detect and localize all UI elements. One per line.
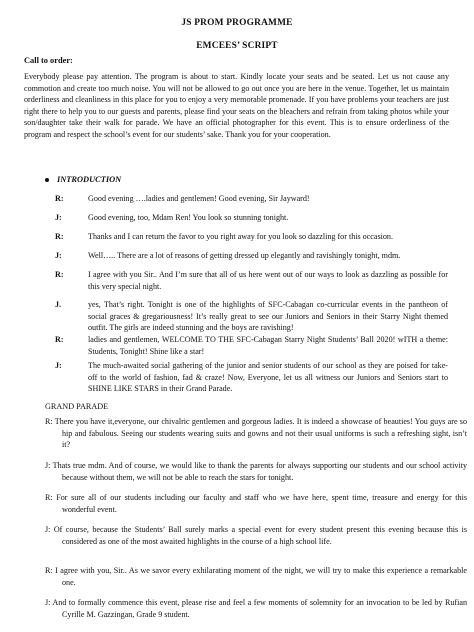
dialogue-text: Thanks and I can return the favor to you right away for you look so dazzling for this occasion. bbox=[88, 232, 394, 241]
introduction-heading-label: INTRODUCTION bbox=[57, 175, 122, 184]
dialogue-text: Well….. There are a lot of reasons of getting dressed up elegantly and ravishingly tonight, mdm. bbox=[88, 251, 401, 260]
document-title: JS PROM PROGRAMME bbox=[181, 18, 293, 28]
grand-parade-heading: GRAND PARADE bbox=[45, 402, 109, 411]
dialogue-text: ladies and gentlemen, WELCOME TO THE SFC-Cabagan Starry Night Students’ Ball 2020! wITH a theme: Students, Tonight! Shine like a star! bbox=[88, 335, 448, 356]
introduction-heading bbox=[45, 175, 121, 184]
speaker-label: R: bbox=[55, 335, 64, 344]
dialogue-line bbox=[0, 212, 474, 224]
dialogue-line bbox=[0, 250, 474, 262]
call-to-order-paragraph: Everybody please pay attention. The program is about to start. Kindly locate your seats and be seated. Let us not cause any commotion and create too much noise. You will not be allowed to go out once you are here in the venue. Together, let us maintain orderliness and cleanliness in this place for you to enjoy a very memorable promenade. If you have problems your teachers are just right there to help you to our guests and parents, please find your seats on the bleachers and refrain from taking photos while your son/daughter take their walk for parade. We have an official photographer for this event. This is to ensure orderliness of the program and respect the school’s event for our students’ sake. Thank you for your cooperation. bbox=[24, 72, 449, 139]
grand-parade-line: J: And to formally commence this event, please rise and feel a few moments of solemnity for an invocation to be led by Rufian Cyrille M. Gazzingan, Grade 9 student. bbox=[45, 598, 467, 619]
call-to-order-heading: Call to order: bbox=[24, 56, 73, 65]
dialogue-text: The much-awaited social gathering of the junior and senior students of our school as they are poised for take-off to the world of fashion, fad & craze! Now, Everyone, let us all witness our Juniors and Seniors start to SHINE LIKE STARS in their Grand Parade. bbox=[88, 361, 448, 394]
dialogue-line bbox=[0, 299, 474, 335]
dialogue-text: Good evening, too, Mdam Ren! You look so stunning tonight. bbox=[88, 213, 289, 222]
speaker-label: J: bbox=[55, 251, 62, 260]
dialogue-line bbox=[0, 269, 474, 293]
grand-parade-line: R: For sure all of our students including our faculty and staff who we have here, spent time, treasure and energy for this wonderful event. bbox=[45, 493, 467, 514]
dialogue-line bbox=[0, 334, 474, 358]
dialogue-line bbox=[0, 193, 474, 205]
dialogue-text: I agree with you Sir.. And I’m sure that all of us here went out of our ways to look as dazzling as possible for this very special night. bbox=[88, 270, 448, 291]
speaker-label: R: bbox=[55, 232, 64, 241]
grand-parade-line: R: I agree with you, Sir.. As we savor every exhilarating moment of the night, we will try to make this experience a remarkable one. bbox=[45, 566, 467, 587]
document-subtitle: EMCEES’ SCRIPT bbox=[196, 41, 278, 51]
speaker-label: R: bbox=[55, 194, 64, 203]
grand-parade-line: R: There you have it,everyone, our chivalric gentlemen and gorgeous ladies. It is indeed a showcase of beauties! You guys are so hip and fabulous. Seeing our students wearing suits and gowns and not their usual uniforms is such a refreshing sight, isn’t it? bbox=[45, 417, 467, 450]
dialogue-line bbox=[0, 360, 474, 394]
speaker-label: J: bbox=[55, 361, 62, 370]
dialogue-text: Good evening ….ladies and gentlemen! Good evening, Sir Jayward! bbox=[88, 194, 310, 203]
speaker-label: J. bbox=[55, 300, 62, 309]
grand-parade-line: J: Thats true mdm. And of course, we would like to thank the parents for always supporting our students and our school activity because without them, we will not be able to reach the stars for tonight. bbox=[45, 461, 467, 482]
speaker-label: R: bbox=[55, 270, 64, 279]
bullet-icon bbox=[45, 178, 49, 182]
dialogue-line bbox=[0, 231, 474, 243]
speaker-label: J: bbox=[55, 213, 62, 222]
dialogue-text: yes, That’s right. Tonight is one of the highlights of SFC-Cabagan co-curricular events in the pantheon of social graces & gregariousness! It’s really great to see our Juniors and Seniors in their Starry Night themed outfit. The girls are indeed stunning and the boys are ravishing! bbox=[88, 300, 448, 333]
grand-parade-line: J: Of course, because the Students’ Ball surely marks a special event for every student present this evening because this is considered as one of the most awaited highlights in the course of a high school life. bbox=[45, 525, 467, 546]
